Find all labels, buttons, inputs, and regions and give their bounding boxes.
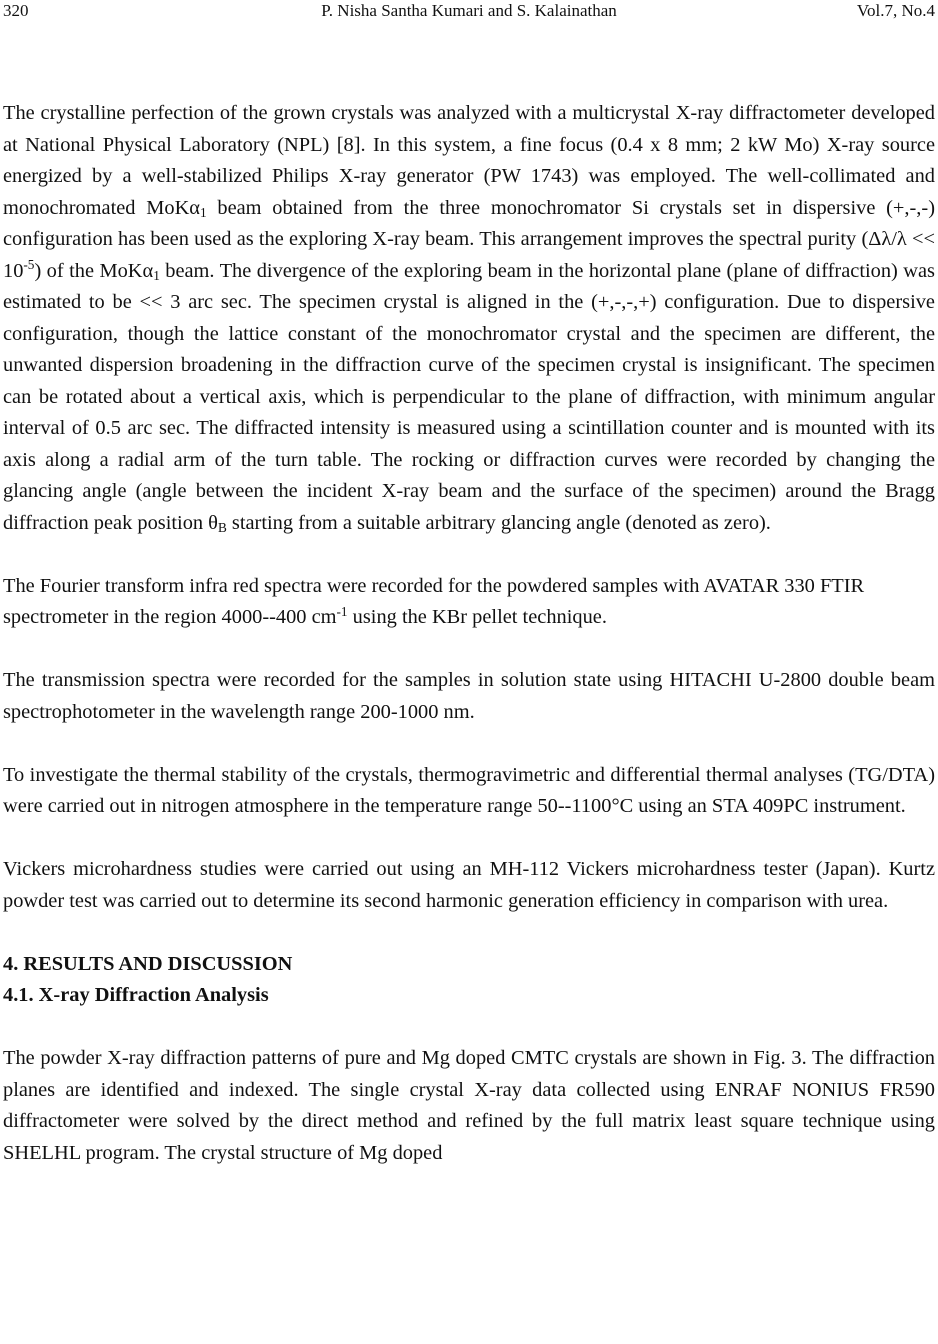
- paragraph-uv-vis: The transmission spectra were recorded for the samples in solution state using HITACHI U-2800 double beam spectrophotometer in the wavelength range 200-1000 nm.: [3, 669, 935, 723]
- p1-sup-1: -5: [23, 257, 35, 273]
- running-header: [0, 0, 938, 24]
- p1-text-a: The crystalline perfection of the grown crystals was analyzed with a multicrystal X-ray diffractometer developed at National Physical Laboratory (NPL) [8]. In this system, a fine focus (0.4 x 8 mm; 2 kW Mo) X-ray source energized by a well-stabilized Philips X-ray generator (PW 1743) was employed. The well-collimated and monochromated MoKα: [3, 102, 935, 219]
- paragraph-microhardness: Vickers microhardness studies were carried out using an MH-112 Vickers microhardness tester (Japan). Kurtz powder test was carried out to determine its second harmonic generation efficiency in comparison with urea.: [3, 858, 935, 912]
- p1-sub-2: 1: [153, 267, 160, 283]
- p2-text-b: using the KBr pellet technique.: [347, 606, 607, 628]
- article-body: [3, 98, 935, 1169]
- p1-sub-3: B: [217, 519, 227, 535]
- p2-sup-1: -1: [336, 603, 348, 619]
- paragraph-xrd: The powder X-ray diffraction patterns of pure and Mg doped CMTC crystals are shown in Fig. 3. The diffraction planes are identified and indexed. The single crystal X-ray data collected using ENRAF NONIUS FR590 diffractometer were solved by the direct method and refined by the full matrix least square technique using SHELHL program. The crystal structure of Mg doped: [3, 1047, 935, 1164]
- p2-text-a: The Fourier transform infra red spectra were recorded for the powdered samples with AVATAR 330 FTIR spectrometer in the region 4000--400 cm: [3, 574, 865, 628]
- subsection-heading: 4.1. X-ray Diffraction Analysis: [3, 984, 269, 1006]
- paragraph-ftir: [3, 571, 935, 634]
- paragraph-thermal: To investigate the thermal stability of the crystals, thermogravimetric and differential thermal analyses (TG/DTA) were carried out in nitrogen atmosphere in the temperature range 50--1100°C using an STA 409PC instrument.: [3, 763, 935, 817]
- p1-text-b: beam obtained from the three monochromator Si crystals set in dispersive (+,-,-) configuration has been used as the exploring X-ray beam. This arrangement improves the spectral purity (Δλ/λ << 10: [3, 196, 935, 282]
- p1-text-e: starting from a suitable arbitrary glancing angle (denoted as zero).: [226, 511, 771, 534]
- running-authors: P. Nisha Santha Kumari and S. Kalainathan: [321, 1, 617, 20]
- page-number: 320: [3, 1, 29, 20]
- section-heading: 4. RESULTS AND DISCUSSION: [3, 952, 293, 975]
- p1-sub-1: 1: [200, 204, 207, 220]
- p1-text-c: ) of the MoKα: [34, 259, 154, 282]
- journal-volume: Vol.7, No.4: [856, 1, 935, 20]
- paragraph-xray-topography: [3, 98, 935, 539]
- p1-text-d: beam. The divergence of the exploring beam in the horizontal plane (plane of diffraction) was estimated to be << 3 arc sec. The specimen crystal is aligned in the (+,-,-,+) configuration. Due to dispersive configuration, though the lattice constant of the monochromator crystal and the specimen are different, the unwanted dispersion broadening in the diffraction curve of the specimen crystal is insignificant. The specimen can be rotated about a vertical axis, which is perpendicular to the plane of diffraction, with minimum angular interval of 0.5 arc sec. The diffracted intensity is measured using a scintillation counter and is mounted with its axis along a radial arm of the turn table. The rocking or diffraction curves were recorded by changing the glancing angle (angle between the incident X-ray beam and the surface of the specimen) around the Bragg diffraction peak position θ: [3, 259, 935, 534]
